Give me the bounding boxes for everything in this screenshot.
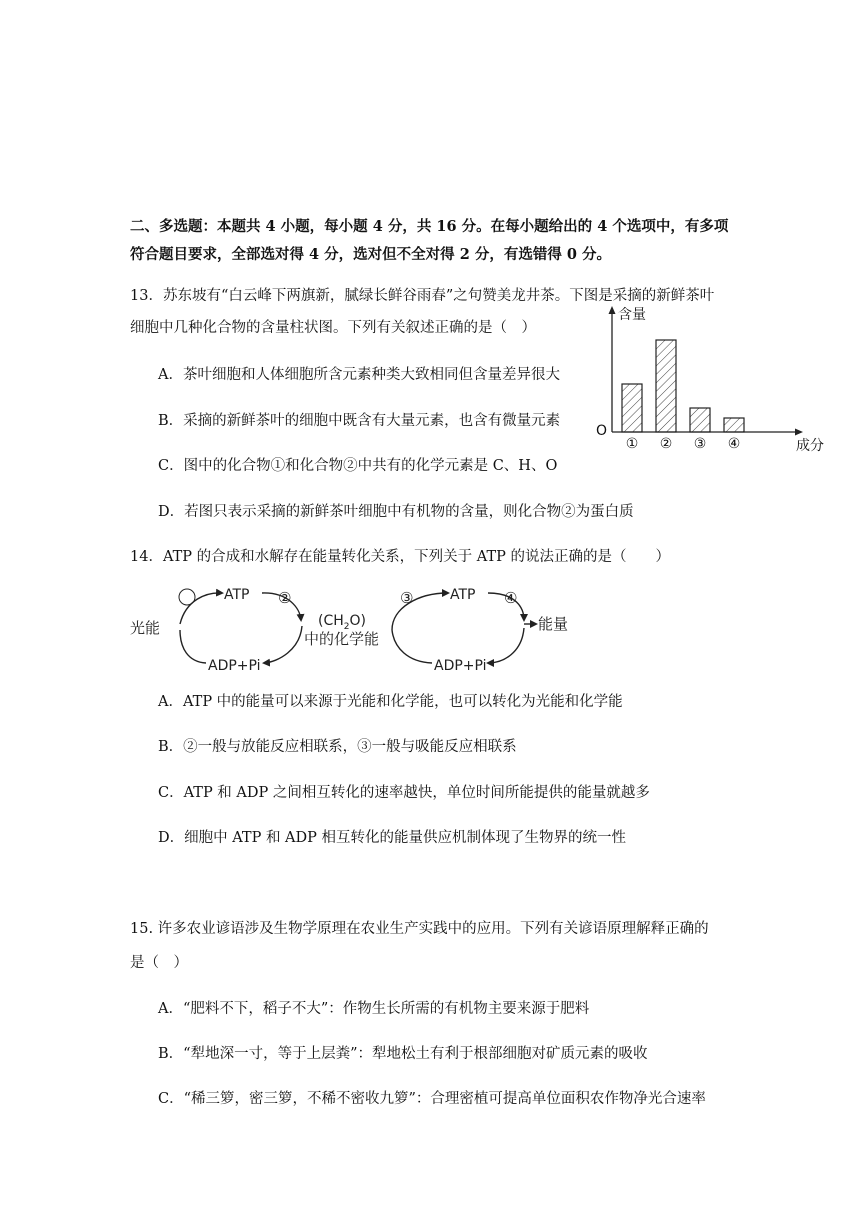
q13-stem-line1: 13．苏东坡有“白云峰下两旗新，腻绿长鲜谷雨春”之句赞美龙井茶。下图是采摘的新鲜茶叶	[130, 288, 715, 304]
q15-option-b[interactable]: B．“犁地深一寸，等于上层粪”：犁地松土有利于根部细胞对矿质元素的吸收	[158, 1046, 648, 1062]
atp-label-2: ATP	[450, 587, 476, 603]
adp-label-1: ADP+Pi	[208, 658, 261, 674]
light-energy-label: 光能	[130, 619, 161, 637]
q13-stem-line2: 细胞中几种化合物的含量柱状图。下列有关叙述正确的是（ ）	[130, 320, 536, 336]
q13-bar-chart	[588, 298, 838, 456]
cycle1-lower-arrow	[264, 626, 302, 663]
y-axis-label: 含量	[618, 307, 646, 323]
cycle1-left-return	[180, 630, 206, 663]
q13-option-a[interactable]: A．茶叶细胞和人体细胞所含元素种类大致相同但含量差异很大	[158, 367, 560, 383]
x-axis-arrow-icon	[795, 429, 803, 436]
section-header-line2: 符合题目要求，全部选对得 4 分，选对但不全对得 2 分，有选错得 0 分。	[130, 246, 612, 263]
adp-label-2: ADP+Pi	[434, 658, 487, 674]
q15-option-c[interactable]: C．“稀三箩，密三箩，不稀不密收九箩”：合理密植可提高单位面积农作物净光合速率	[158, 1091, 706, 1107]
category-label-3: ③	[693, 436, 707, 452]
q13-option-b[interactable]: B．采摘的新鲜茶叶的细胞中既含有大量元素，也含有微量元素	[158, 413, 561, 429]
bar-2	[656, 340, 676, 432]
category-label-2: ②	[659, 436, 673, 452]
q15-option-a[interactable]: A．“肥料不下，稻子不大”：作物生长所需的有机物主要来源于肥料	[158, 1001, 590, 1017]
marker-4: ④	[504, 589, 518, 607]
cycle1-upper-arrow	[180, 593, 222, 624]
cycle2-lower-arrow	[488, 628, 524, 663]
cycle2-left-return	[392, 630, 432, 663]
bar-1	[622, 384, 642, 432]
marker-1-icon	[179, 589, 195, 605]
q14-stem-line1: 14．ATP 的合成和水解存在能量转化关系，下列关于 ATP 的说法正确的是（ ）	[130, 549, 670, 565]
q15-stem-line2: 是（ ）	[130, 955, 188, 971]
chemical-energy-label: 中的化学能	[304, 630, 380, 648]
q14-option-d[interactable]: D．细胞中 ATP 和 ADP 相互转化的能量供应机制体现了生物界的统一性	[158, 830, 627, 846]
origin-label: O	[596, 423, 608, 439]
marker-2: ②	[278, 589, 292, 607]
marker-3: ③	[400, 589, 414, 607]
q14-option-a[interactable]: A．ATP 中的能量可以来源于光能和化学能，也可以转化为光能和化学能	[158, 694, 623, 710]
q14-atp-cycle-diagram	[128, 580, 588, 676]
q14-option-b[interactable]: B．②一般与放能反应相联系，③一般与吸能反应相联系	[158, 739, 517, 755]
x-axis-label: 成分	[796, 438, 824, 454]
q15-stem-line1: 15. 许多农业谚语涉及生物学原理在农业生产实践中的应用。下列有关谚语原理解释正确的	[130, 921, 709, 937]
bar-4	[724, 418, 744, 432]
q14-option-c[interactable]: C．ATP 和 ADP 之间相互转化的速率越快，单位时间所能提供的能量就越多	[158, 785, 650, 801]
ch2o-label: $(CH_2O)$	[318, 613, 366, 632]
q13-option-c[interactable]: C．图中的化合物①和化合物②中共有的化学元素是 C、H、O	[158, 458, 558, 474]
energy-label: 能量	[538, 615, 569, 633]
section-header-line1: 二、多选题：本题共 4 小题，每小题 4 分，共 16 分。在每小题给出的 4 个选项中，有多项	[130, 218, 729, 235]
y-axis-arrow-icon	[609, 306, 616, 314]
category-label-1: ①	[625, 436, 639, 452]
q13-option-d[interactable]: D．若图只表示采摘的新鲜茶叶细胞中有机物的含量，则化合物②为蛋白质	[158, 504, 634, 520]
category-label-4: ④	[727, 436, 741, 452]
atp-label-1: ATP	[224, 587, 250, 603]
bar-3	[690, 408, 710, 432]
